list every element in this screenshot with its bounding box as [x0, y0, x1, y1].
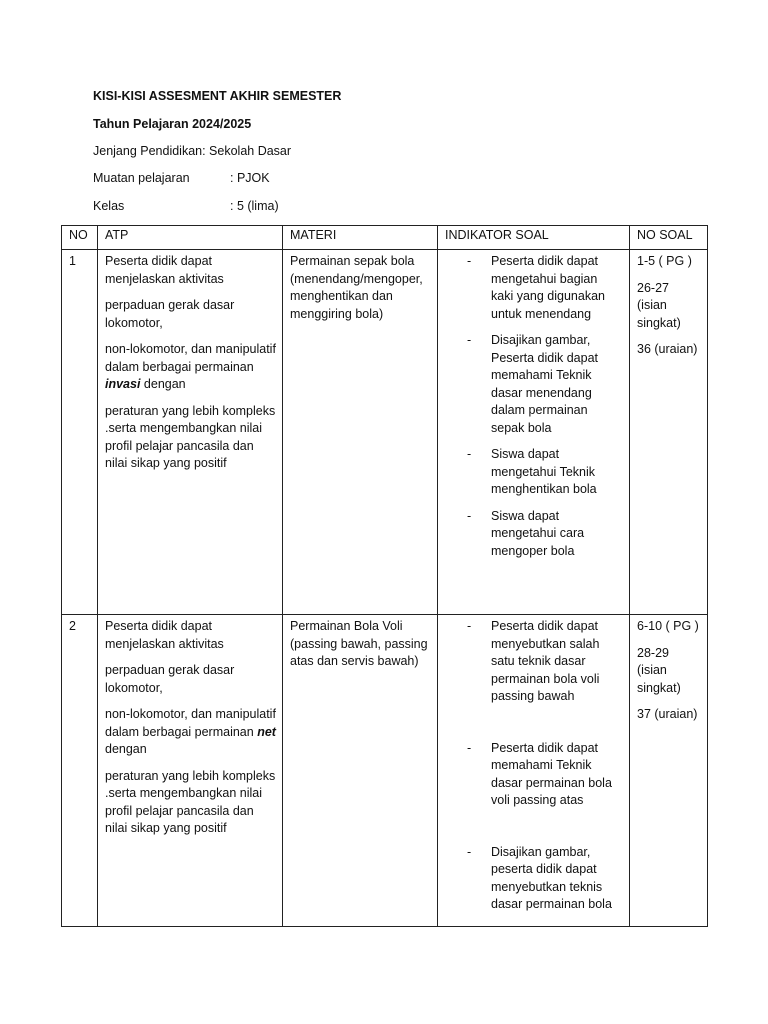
class-value: : 5 (lima): [230, 199, 279, 213]
no-soal-entry: 1-5 ( PG ): [637, 254, 692, 268]
atp-paragraph: perpaduan gerak dasar lokomotor,: [105, 663, 235, 695]
column-header-atp: ATP: [98, 226, 283, 250]
indikator-text: Disajikan gambar, Peserta didik dapat memahami Teknik dasar menendang dalam permainan sepak bola: [491, 333, 599, 435]
indikator-text: Disajikan gambar, peserta didik dapat menyebutkan teknis dasar permainan bola: [491, 844, 612, 911]
bullet-dash: -: [467, 447, 472, 461]
indikator-text: Siswa dapat mengetahui Teknik menghentikan bola: [491, 447, 597, 496]
column-header-no: NO: [62, 226, 98, 250]
indikator-cell: [438, 615, 630, 927]
education-level: Jenjang Pendidikan: Sekolah Dasar: [93, 144, 292, 158]
no-soal-entry: 26-27 (isian singkat): [637, 280, 681, 330]
indikator-text: Siswa dapat mengetahui cara mengoper bola: [491, 508, 585, 558]
class-label: Kelas: [93, 199, 125, 213]
table-row: [62, 250, 708, 615]
indikator-text: Peserta didik dapat menyebutkan salah satu teknik dasar permainan bola voli passing bawah: [491, 619, 600, 703]
row-number: 1: [62, 250, 98, 615]
class-line: [93, 198, 279, 214]
bullet-dash: -: [467, 254, 472, 268]
atp-paragraph: perpaduan gerak dasar lokomotor,: [105, 298, 235, 330]
no-soal-entry: 36 (uraian): [637, 342, 698, 356]
atp-paragraph: Peserta didik dapat menjelaskan aktivitas: [105, 254, 224, 286]
no-soal-entry: 28-29 (isian singkat): [637, 645, 681, 695]
bullet-dash: -: [467, 844, 472, 859]
no-soal-entry: 37 (uraian): [637, 707, 698, 721]
materi-cell: Permainan Bola Voli (passing bawah, passing atas dan servis bawah): [283, 615, 438, 927]
row-number: 2: [62, 615, 98, 927]
document-title: KISI-KISI ASSESMENT AKHIR SEMESTER: [93, 89, 342, 103]
atp-paragraph: [105, 706, 276, 759]
atp-paragraph: peraturan yang lebih kompleks .serta mengembangkan nilai profil pelajar pancasila dan nilai sikap yang positif: [105, 403, 276, 470]
column-header-materi: MATERI: [283, 226, 438, 250]
list-item: [445, 446, 623, 499]
atp-text: non-lokomotor, dan manipulatif dalam berbagai permainan: [105, 707, 276, 739]
atp-text: non-lokomotor, dan manipulatif dalam berbagai permainan: [105, 342, 276, 374]
grid-table: [61, 225, 708, 927]
list-item: [445, 618, 623, 706]
bullet-dash: -: [467, 619, 472, 633]
no-soal-entry: 6-10 ( PG ): [637, 619, 699, 633]
atp-paragraph: [105, 341, 276, 394]
materi-cell: Permainan sepak bola (menendang/mengoper, menghentikan dan menggiring bola): [283, 250, 438, 615]
academic-year: Tahun Pelajaran 2024/2025: [93, 117, 252, 131]
subject-line: [93, 170, 270, 186]
atp-cell: [98, 250, 283, 615]
atp-text: dengan: [105, 742, 147, 756]
list-item: [445, 740, 623, 810]
indikator-text: Peserta didik dapat mengetahui bagian kaki yang digunakan untuk menendang: [491, 254, 605, 321]
bullet-dash: -: [467, 333, 472, 347]
list-item: [445, 253, 623, 323]
atp-emphasis: invasi: [105, 377, 141, 391]
column-header-no-soal: NO SOAL: [630, 226, 708, 250]
bullet-dash: -: [467, 508, 472, 523]
atp-paragraph: peraturan yang lebih kompleks .serta mengembangkan nilai profil pelajar pancasila dan nilai sikap yang positif: [105, 768, 276, 835]
bullet-dash: -: [467, 740, 472, 755]
indikator-list: [445, 618, 623, 914]
no-soal-cell: [630, 250, 708, 615]
no-soal-cell: [630, 615, 708, 927]
atp-paragraph: Peserta didik dapat menjelaskan aktivitas: [105, 619, 224, 651]
atp-text: dengan: [140, 377, 186, 391]
subject-value: : PJOK: [230, 171, 270, 185]
list-item: [445, 332, 623, 437]
indikator-cell: [438, 250, 630, 615]
indikator-list: [445, 253, 623, 560]
atp-emphasis: net: [257, 724, 276, 739]
table-row: [62, 615, 708, 927]
list-item: [445, 844, 623, 914]
table-header-row: [62, 226, 708, 250]
atp-cell: [98, 615, 283, 927]
list-item: [445, 508, 623, 561]
subject-label: Muatan pelajaran: [93, 171, 190, 185]
column-header-indikator: INDIKATOR SOAL: [438, 226, 630, 250]
indikator-text: Peserta didik dapat memahami Teknik dasar permainan bola voli passing atas: [491, 740, 612, 807]
